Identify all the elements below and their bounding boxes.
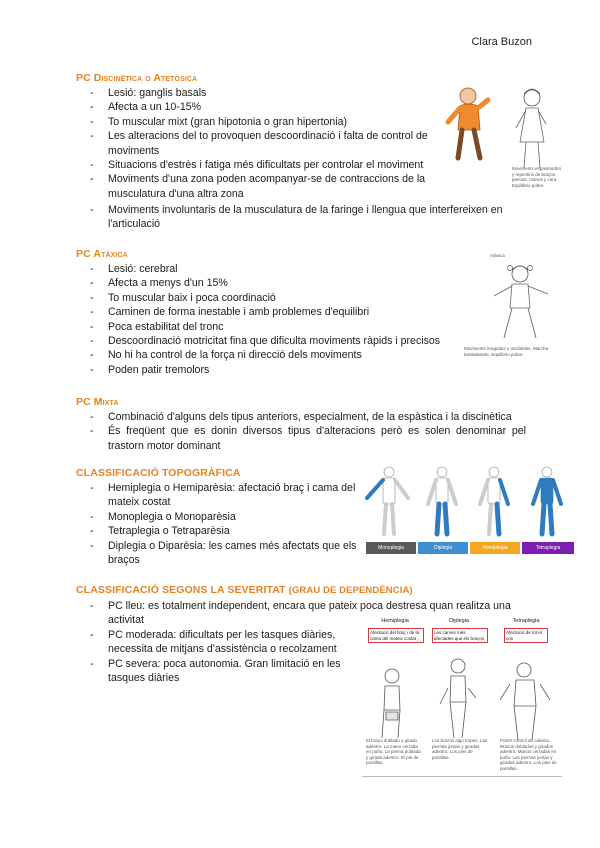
- severity-box: Les cames més afectades que els braços: [432, 628, 488, 643]
- body-diplegia: [428, 467, 456, 534]
- bullet-list: [76, 628, 358, 686]
- section-severitat: [76, 584, 536, 598]
- list-item: - Poca estabilitat del tronc: [76, 320, 476, 334]
- list-item: - PC moderada: dificultats per les tasques diàries, necessita de mitjans d'assistència o recolzament: [76, 628, 358, 657]
- body-monoplegia: [367, 467, 408, 534]
- list-item: - No hi ha control de la força ni direcció dels moviments: [76, 348, 476, 362]
- list-item: - Combinació d'alguns dels tipus anteriors, especialment, de la espàstica i la discinètica: [76, 410, 526, 424]
- severity-children-illustration: [362, 648, 562, 748]
- list-item: - Lesió: cerebral: [76, 262, 476, 276]
- section-topografica: [76, 467, 358, 567]
- section-title: CLASSIFICACIÓ TOPOGRÀFICA: [76, 467, 241, 479]
- section-title: [76, 584, 536, 596]
- figure-caption: Moviments irregulars y oscilantes. Marcha tambaleante. Equilibrio pobre.: [464, 346, 549, 357]
- section-ataxica: [76, 248, 476, 377]
- figure-ataxica: [464, 250, 556, 360]
- list-item: - PC severa: poca autonomia. Gran limitació en les tasques diàries: [76, 657, 358, 686]
- severity-caption: El braço doblado y girado adentro. La mano cerrada en puño. La pierna doblada y girada adentro. El pie de puntillas.: [366, 738, 421, 765]
- list-item: - Diplegia o Diparèsia: les cames més afectats que els braços: [76, 539, 358, 568]
- list-item: - PC lleu: es totalment independent, encara que pateix poca destresa quan realitza una activitat: [76, 599, 532, 628]
- label-hemiplegia: Hemiplegia: [470, 542, 520, 554]
- severity-caption: Pobre control de cabeza. Brazos doblados y girados adentro. Manos cerradas en puño. Las piernas juntas y giradas adentro. Los pies de puntillas.: [500, 738, 557, 771]
- section-mixta: [76, 396, 526, 453]
- figure-discinetica: [440, 78, 560, 198]
- section-title-sub: (GRAU DE DEPENDÈNCIA): [288, 585, 413, 596]
- list-item: - To muscular mixt (gran hipotonia o gran hipertonia): [76, 115, 446, 129]
- section-discinetica-cont: [76, 203, 536, 232]
- list-item: - Moviments d'una zona poden acompanyar-se de contraccions de la musculatura d'una altra zona: [76, 172, 446, 201]
- label-tetraplegia: Tetraplegia: [522, 542, 574, 554]
- figure-divider: [362, 776, 562, 777]
- section-title: PC Discinètica o Atetòsica: [76, 72, 198, 84]
- list-item: - Hemiplegia o Hemiparèsia: afectació braç i cama del mateix costat: [76, 481, 358, 510]
- list-item: - Poden patir tremolors: [76, 363, 476, 377]
- list-item: - És freqüent que es donin diversos tipus d'alteracions però es solen denominar pel trastorn motor dominant: [76, 424, 526, 453]
- section-title: PC Atàxica: [76, 248, 128, 260]
- label-diplegia: Diplegia: [418, 542, 468, 554]
- figure-severitat: [362, 618, 562, 778]
- severity-box: Afectació de tot el cos: [504, 628, 548, 643]
- figure-caption: Moviments espasmòdics y repentins de braços, piernas, manos y cara. Equilibrio pobre.: [512, 166, 562, 188]
- dyskinetic-children-illustration: [440, 78, 560, 178]
- severity-title: Hemiplegia: [381, 618, 409, 624]
- bullet-list: [76, 203, 536, 232]
- section-title: PC Mixta: [76, 396, 119, 408]
- figure-label: Atàxica: [490, 253, 505, 258]
- severity-title: Diplegia: [449, 618, 469, 624]
- body-tetraplegia: [533, 467, 561, 534]
- author-name: Clara Buzon: [471, 36, 532, 48]
- bullet-list: [76, 481, 358, 567]
- list-item: - Descoordinació motricitat fina que dificulta moviments ràpids i precisos: [76, 334, 476, 348]
- severity-caption: Los brazos algo torpes. Las piernas juntas y giradas adentro. Los pies de puntillas.: [432, 738, 488, 760]
- list-item: - Monoplegia o Monoparèsia: [76, 510, 358, 524]
- label-monoplegia: Monoplegia: [366, 542, 416, 554]
- bullet-list: [76, 410, 526, 453]
- list-item: - Tetraplegia o Tetraparèsia: [76, 524, 358, 538]
- severitat-items-rest: [76, 628, 358, 686]
- list-item: - Lesió: ganglis basals: [76, 86, 446, 100]
- list-item: - Afecta a menys d'un 15%: [76, 276, 476, 290]
- section-discinetica: [76, 72, 446, 201]
- figure-topografica: [362, 462, 578, 558]
- bullet-list: [76, 86, 446, 201]
- severity-title: Tetraplegia: [512, 618, 540, 624]
- section-title-main: CLASSIFICACIÓ SEGONS LA SEVERITAT: [76, 584, 286, 596]
- severity-box: Afectació del braç i de la cama del mateix costat: [368, 628, 424, 643]
- list-item: - To muscular baix i poca coordinació: [76, 291, 476, 305]
- list-item: - Situacions d'estrès i fatiga més dificultats per controlar el moviment: [76, 158, 446, 172]
- body-hemiplegia: [480, 467, 508, 534]
- ataxic-child-illustration: [476, 258, 556, 358]
- list-item: - Les alteracions del to provoquen descoordinació i falta de control de moviments: [76, 129, 446, 158]
- bullet-list: [76, 262, 476, 377]
- list-item: - Caminen de forma inestable i amb problemes d'equilibri: [76, 305, 476, 319]
- list-item: - Afecta a un 10-15%: [76, 100, 446, 114]
- list-item: - Moviments involuntaris de la musculatura de la faringe i llengua que interfereixen en l'articulació: [76, 203, 536, 232]
